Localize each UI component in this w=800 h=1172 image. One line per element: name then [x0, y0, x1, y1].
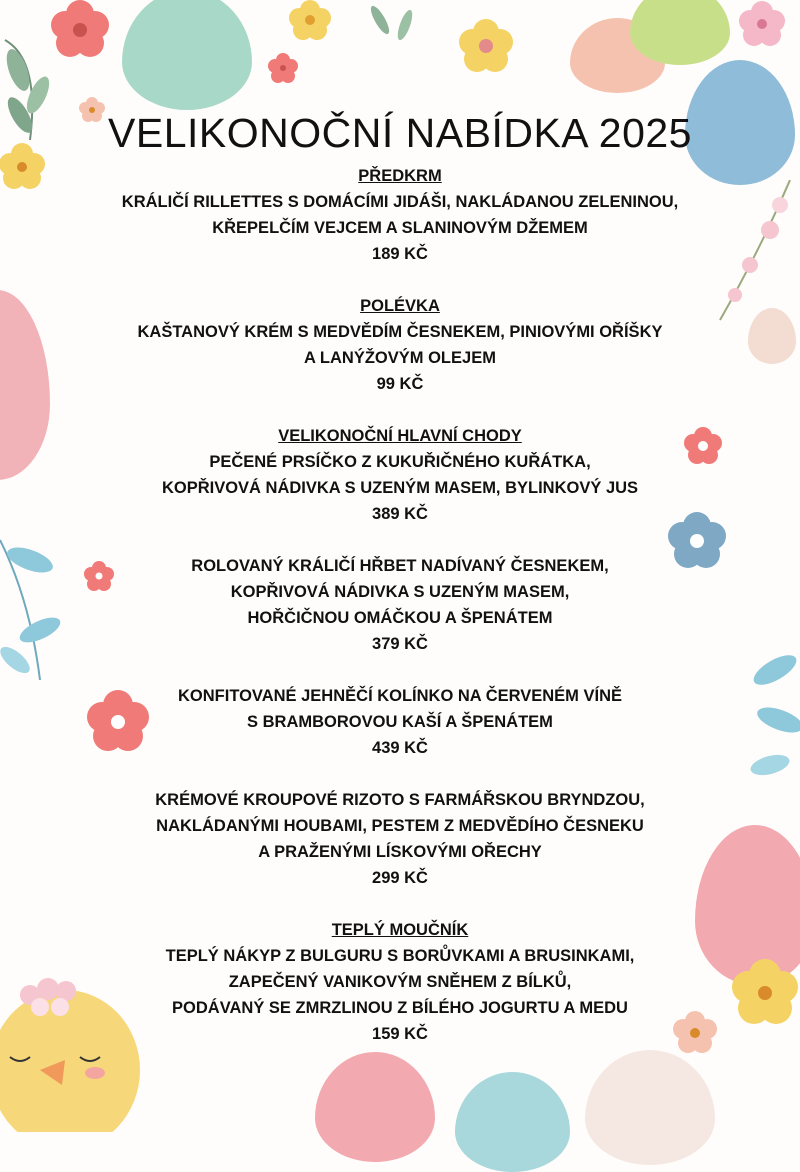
dish-line: PODÁVANÝ SE ZMRZLINOU Z BÍLÉHO JOGURTU A MEDU	[172, 999, 628, 1017]
menu	[0, 163, 800, 1047]
dish-line: KRÉMOVÉ KROUPOVÉ RIZOTO S FARMÁŘSKOU BRYNDZOU,	[155, 791, 645, 809]
dish-line: KRÁLIČÍ RILLETTES S DOMÁCÍMI JIDÁŠI, NAKLÁDANOU ZELENINOU,	[121, 193, 679, 211]
easter-egg-icon	[455, 1072, 570, 1172]
dish-price: 389 KČ	[372, 505, 428, 523]
menu-section-starter	[0, 163, 800, 267]
menu-section-dessert	[0, 917, 800, 1047]
dish-line: HOŘČIČNOU OMÁČKOU A ŠPENÁTEM	[247, 609, 553, 627]
leaf-icon	[350, 0, 440, 60]
dish-price: 439 KČ	[372, 739, 428, 757]
dish-line: PEČENÉ PRSÍČKO Z KUKUŘIČNÉHO KUŘÁTKA,	[209, 453, 591, 471]
dish-line: TEPLÝ NÁKYP Z BULGURU S BORŮVKAMI A BRUSINKAMI,	[165, 947, 635, 965]
dish-line: A PRAŽENÝMI LÍSKOVÝMI OŘECHY	[258, 843, 542, 861]
menu-section-main-2	[0, 553, 800, 657]
section-heading: PŘEDKRM	[358, 167, 442, 185]
dish-line: ROLOVANÝ KRÁLIČÍ HŘBET NADÍVANÝ ČESNEKEM,	[191, 557, 609, 575]
section-heading: VELIKONOČNÍ HLAVNÍ CHODY	[278, 427, 522, 445]
easter-egg-icon	[122, 0, 252, 110]
menu-section-soup	[0, 293, 800, 397]
page-title: VELIKONOČNÍ NABÍDKA 2025	[108, 110, 692, 156]
dish-line: S BRAMBOROVOU KAŠÍ A ŠPENÁTEM	[247, 713, 553, 731]
dish-line: KAŠTANOVÝ KRÉM S MEDVĚDÍM ČESNEKEM, PINIOVÝMI OŘÍŠKY	[137, 323, 663, 341]
menu-section-main-1	[0, 423, 800, 527]
dish-price: 99 KČ	[376, 375, 424, 393]
section-heading: POLÉVKA	[360, 297, 440, 315]
dish-line: KŘEPELČÍM VEJCEM A SLANINOVÝM DŽEMEM	[212, 219, 588, 237]
section-heading: TEPLÝ MOUČNÍK	[331, 921, 469, 939]
dish-price: 299 KČ	[372, 869, 428, 887]
menu-section-main-4	[0, 787, 800, 891]
flower-icon	[40, 0, 120, 70]
flower-icon	[280, 0, 340, 50]
easter-egg-icon	[315, 1052, 435, 1162]
dish-line: ZAPEČENÝ VANIKOVÝM SNĚHEM Z BÍLKŮ,	[228, 973, 572, 991]
dish-line: NAKLÁDANÝMI HOUBAMI, PESTEM Z MEDVĚDÍHO ČESNEKU	[156, 817, 644, 835]
dish-price: 189 KČ	[372, 245, 428, 263]
flower-icon	[263, 48, 303, 88]
dish-line: KOPŘIVOVÁ NÁDIVKA S UZENÝM MASEM, BYLINKOVÝ JUS	[161, 479, 639, 497]
dish-price: 159 KČ	[372, 1025, 428, 1043]
menu-section-main-3	[0, 683, 800, 761]
dish-price: 379 KČ	[372, 635, 428, 653]
dish-line: KOPŘIVOVÁ NÁDIVKA S UZENÝM MASEM,	[230, 583, 570, 601]
dish-line: A LANÝŽOVÝM OLEJEM	[304, 349, 496, 367]
flower-icon	[452, 12, 520, 80]
easter-egg-icon	[585, 1050, 715, 1165]
flower-icon	[722, 0, 800, 60]
easter-egg-icon	[630, 0, 730, 65]
dish-line: KONFITOVANÉ JEHNĚČÍ KOLÍNKO NA ČERVENÉM VÍNĚ	[177, 687, 623, 705]
